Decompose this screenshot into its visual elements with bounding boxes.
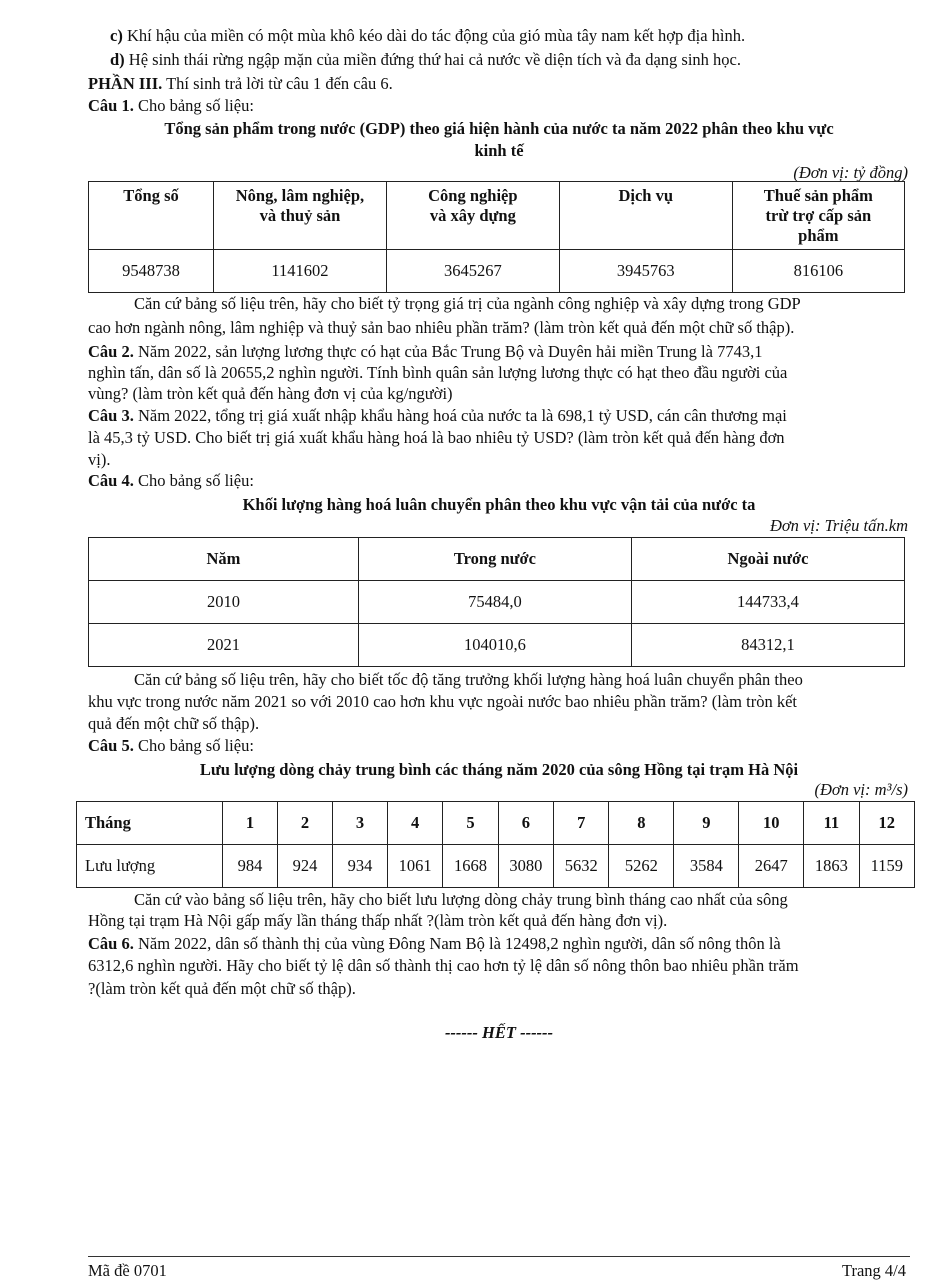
flow-value: 1668	[443, 845, 498, 888]
part3-text: Thí sinh trả lời từ câu 1 đến câu 6.	[166, 74, 393, 93]
item-c-text: Khí hậu của miền có một mùa khô kéo dài do tác động của gió mùa tây nam kết hợp địa hình.	[126, 26, 746, 45]
q3-label: Câu 3.	[88, 406, 134, 425]
q4-intro-text: Cho bảng số liệu:	[137, 471, 254, 490]
q4-question-line-3: quả đến một chữ số thập).	[88, 714, 260, 733]
q1-question-line-2: cao hơn ngành nông, lâm nghiệp và thuỷ sản bao nhiêu phần trăm? (làm tròn kết quả đến một chữ số thập).	[88, 318, 795, 337]
q3-line-1-text: Năm 2022, tổng trị giá xuất nhập khẩu hàng hoá của nước ta là 698,1 tỷ USD, cán cân thương mại	[137, 406, 787, 425]
q5-intro	[88, 736, 254, 756]
q6-line-1-text: Năm 2022, dân số thành thị của vùng Đông Nam Bộ là 12498,2 nghìn người, dân số nông thôn là	[137, 934, 781, 953]
freight-header-foreign: Ngoài nước	[631, 538, 904, 581]
gdp-value-agriculture: 1141602	[214, 250, 387, 293]
q4-label: Câu 4.	[88, 471, 134, 490]
q5-table-title: Lưu lượng dòng chảy trung bình các tháng năm 2020 của sông Hồng tại trạm Hà Nội	[199, 760, 799, 779]
q1-unit: (Đơn vị: tỷ đồng)	[793, 163, 908, 182]
flow-month: 7	[554, 802, 609, 845]
item-c-label: c)	[110, 26, 123, 45]
freight-foreign: 144733,4	[631, 581, 904, 624]
q2-line-1	[88, 342, 762, 362]
q4-unit: Đơn vị: Triệu tấn.km	[769, 516, 908, 535]
flow-value: 5262	[609, 845, 674, 888]
q2-line-3: vùng? (làm tròn kết quả đến hàng đơn vị của kg/người)	[88, 384, 453, 403]
q4-question-line-2: khu vực trong nước năm 2021 so với 2010 cao hơn khu vực ngoài nước bao nhiêu phần trăm? (làm tròn kết	[88, 692, 797, 711]
item-d	[110, 50, 741, 70]
freight-header-year: Năm	[89, 538, 359, 581]
freight-row	[89, 624, 905, 667]
q4-question-line-1: Căn cứ bảng số liệu trên, hãy cho biết tốc độ tăng trưởng khối lượng hàng hoá luân chuyển phân theo	[134, 670, 803, 689]
flow-month: 9	[674, 802, 739, 845]
footer-divider	[88, 1256, 910, 1257]
footer-exam-code: Mã đề 0701	[88, 1261, 167, 1280]
flow-month: 2	[277, 802, 332, 845]
q5-intro-text: Cho bảng số liệu:	[137, 736, 254, 755]
freight-year: 2021	[89, 624, 359, 667]
q2-label: Câu 2.	[88, 342, 134, 361]
q4-table-title: Khối lượng hàng hoá luân chuyển phân theo khu vực vận tải của nước ta	[242, 495, 756, 514]
q2-line-1-text: Năm 2022, sản lượng lương thực có hạt của Bắc Trung Bộ và Duyên hải miền Trung là 7743,1	[137, 342, 763, 361]
flow-month: 1	[222, 802, 277, 845]
q5-question-line-2: Hồng tại trạm Hà Nội gấp mấy lần tháng thấp nhất ?(làm tròn kết quả đến hàng đơn vị).	[88, 911, 668, 930]
freight-header-domestic: Trong nước	[358, 538, 631, 581]
freight-year: 2010	[89, 581, 359, 624]
flow-value: 5632	[554, 845, 609, 888]
q1-question-line-1: Căn cứ bảng số liệu trên, hãy cho biết tỷ trọng giá trị của ngành công nghiệp và xây dựng trong GDP	[134, 294, 801, 313]
freight-row	[89, 581, 905, 624]
flow-month: 5	[443, 802, 498, 845]
gdp-header-total: Tổng số	[89, 182, 214, 250]
flow-month-label: Tháng	[77, 802, 223, 845]
freight-foreign: 84312,1	[631, 624, 904, 667]
q1-intro	[88, 96, 254, 116]
q1-label: Câu 1.	[88, 96, 134, 115]
flow-month: 12	[859, 802, 914, 845]
q1-intro-text: Cho bảng số liệu:	[137, 96, 254, 115]
end-mark: ------ HẾT ------	[444, 1023, 554, 1042]
flow-month: 4	[387, 802, 442, 845]
flow-value-row	[77, 845, 915, 888]
q5-unit: (Đơn vị: m³/s)	[814, 780, 908, 799]
flow-value: 1863	[804, 845, 859, 888]
q6-line-1	[88, 934, 781, 954]
freight-domestic: 104010,6	[358, 624, 631, 667]
flow-value-label: Lưu lượng	[77, 845, 223, 888]
item-d-label: d)	[110, 50, 125, 69]
flow-table	[76, 801, 915, 888]
freight-domestic: 75484,0	[358, 581, 631, 624]
q6-line-3: ?(làm tròn kết quả đến một chữ số thập).	[88, 979, 356, 998]
item-c	[110, 26, 745, 46]
item-d-text: Hệ sinh thái rừng ngập mặn của miền đứng thứ hai cả nước về diện tích và đa dạng sinh học.	[128, 50, 742, 69]
part3-heading	[88, 74, 393, 94]
footer-page-number: Trang 4/4	[841, 1261, 906, 1280]
gdp-value-row	[89, 250, 905, 293]
gdp-header-industry: Công nghiệp và xây dựng	[386, 182, 559, 250]
q3-line-2: là 45,3 tỷ USD. Cho biết trị giá xuất khẩu hàng hoá là bao nhiêu tỷ USD? (làm tròn kết quả đến hàng đơn	[88, 428, 785, 447]
q3-line-3: vị).	[88, 450, 111, 469]
gdp-header-agriculture: Nông, lâm nghiệp, và thuỷ sản	[214, 182, 387, 250]
flow-month: 10	[739, 802, 804, 845]
flow-value: 3584	[674, 845, 739, 888]
q1-table-title-2: kinh tế	[474, 141, 524, 160]
q4-intro	[88, 471, 254, 491]
gdp-header-row	[89, 182, 905, 250]
freight-table	[88, 537, 905, 667]
q5-question-line-1: Căn cứ vào bảng số liệu trên, hãy cho biết lưu lượng dòng chảy trung bình tháng cao nhất của sông	[134, 890, 788, 909]
flow-value: 924	[277, 845, 332, 888]
q1-table-title: Tổng sản phẩm trong nước (GDP) theo giá hiện hành của nước ta năm 2022 phân theo khu vực	[164, 119, 834, 138]
flow-value: 934	[332, 845, 387, 888]
freight-header-row	[89, 538, 905, 581]
gdp-header-services: Dịch vụ	[559, 182, 732, 250]
flow-month: 8	[609, 802, 674, 845]
q6-line-2: 6312,6 nghìn người. Hãy cho biết tỷ lệ dân số thành thị cao hơn tỷ lệ dân số nông thôn bao nhiêu phần trăm	[88, 956, 799, 975]
q3-line-1	[88, 406, 787, 426]
flow-month: 6	[498, 802, 553, 845]
q5-label: Câu 5.	[88, 736, 134, 755]
flow-month: 11	[804, 802, 859, 845]
flow-value: 1159	[859, 845, 914, 888]
gdp-header-tax: Thuế sản phẩm trừ trợ cấp sản phẩm	[732, 182, 904, 250]
q6-label: Câu 6.	[88, 934, 134, 953]
part3-label: PHẦN III.	[88, 74, 163, 93]
flow-month: 3	[332, 802, 387, 845]
q2-line-2: nghìn tấn, dân số là 20655,2 nghìn người. Tính bình quân sản lượng lương thực có hạt theo đầu người của	[88, 363, 788, 382]
gdp-table	[88, 181, 905, 293]
gdp-value-tax: 816106	[732, 250, 904, 293]
flow-month-row	[77, 802, 915, 845]
flow-value: 984	[222, 845, 277, 888]
flow-value: 1061	[387, 845, 442, 888]
flow-value: 3080	[498, 845, 553, 888]
flow-value: 2647	[739, 845, 804, 888]
gdp-value-services: 3945763	[559, 250, 732, 293]
gdp-value-total: 9548738	[89, 250, 214, 293]
gdp-value-industry: 3645267	[386, 250, 559, 293]
